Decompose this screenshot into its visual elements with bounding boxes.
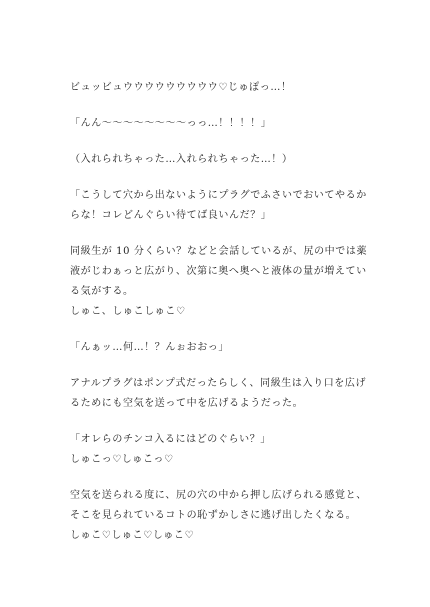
paragraph-gap [70,98,375,114]
paragraph-gap [70,134,375,150]
text-line: 液がじわぁっと広がり、次第に奥へ奥へと液体の量が増えてい [70,266,367,277]
text-line: 「んぁッ…何…！？んぉおおっ」 [70,342,229,353]
text-line: （入れられちゃった…入れられちゃった…！） [70,154,293,165]
text-line: 同級生が 10 分くらい？などと会話しているが、尻の中では薬 [70,246,368,257]
text-line: しゅこっ♡しゅこっ♡ [70,454,174,465]
text-line: 「オレらのチンコ入るにはどのぐらい？」 [70,434,271,445]
paragraph-gap [70,170,375,186]
paragraph-9 [70,486,375,546]
paragraph-8 [70,430,375,470]
text-line: アナルプラグはポンプ式だったらしく、同級生は入り口を広げ [70,378,367,389]
paragraph-2 [70,114,375,134]
paragraph-gap [70,358,375,374]
paragraph-6 [70,338,375,358]
paragraph-4 [70,186,375,226]
text-line: 「んん～～～～～～～～っっ…！！！！」 [70,118,272,129]
paragraph-5 [70,242,375,322]
paragraph-1 [70,78,375,98]
paragraph-gap [70,322,375,338]
text-line: そこを見られているコトの恥ずかしさに逃げ出したくなる。 [70,510,357,521]
text-line: るためにも空気を送って中を広げるようだった。 [70,398,304,409]
text-line: る気がする。 [70,286,134,297]
body-text [70,78,375,546]
text-line: 「こうして穴から出ないようにプラグでふさいでおいてやるか [70,190,367,201]
text-line: しゅこ、しゅこしゅこ♡ [70,306,186,317]
paragraph-gap [70,226,375,242]
text-line: ビュッビュウウウウウウウウウ♡じゅぽっ…！ [70,82,292,93]
paragraph-3 [70,150,375,170]
paragraph-7 [70,374,375,414]
text-line: しゅこ♡しゅこ♡しゅこ♡ [70,530,195,541]
text-line: らな！コレどんぐらい待てば良いんだ？」 [70,210,272,221]
text-line: 空気を送られる度に、尻の穴の中から押し広げられる感覚と、 [70,490,367,501]
paragraph-gap [70,414,375,430]
paragraph-gap [70,470,375,486]
